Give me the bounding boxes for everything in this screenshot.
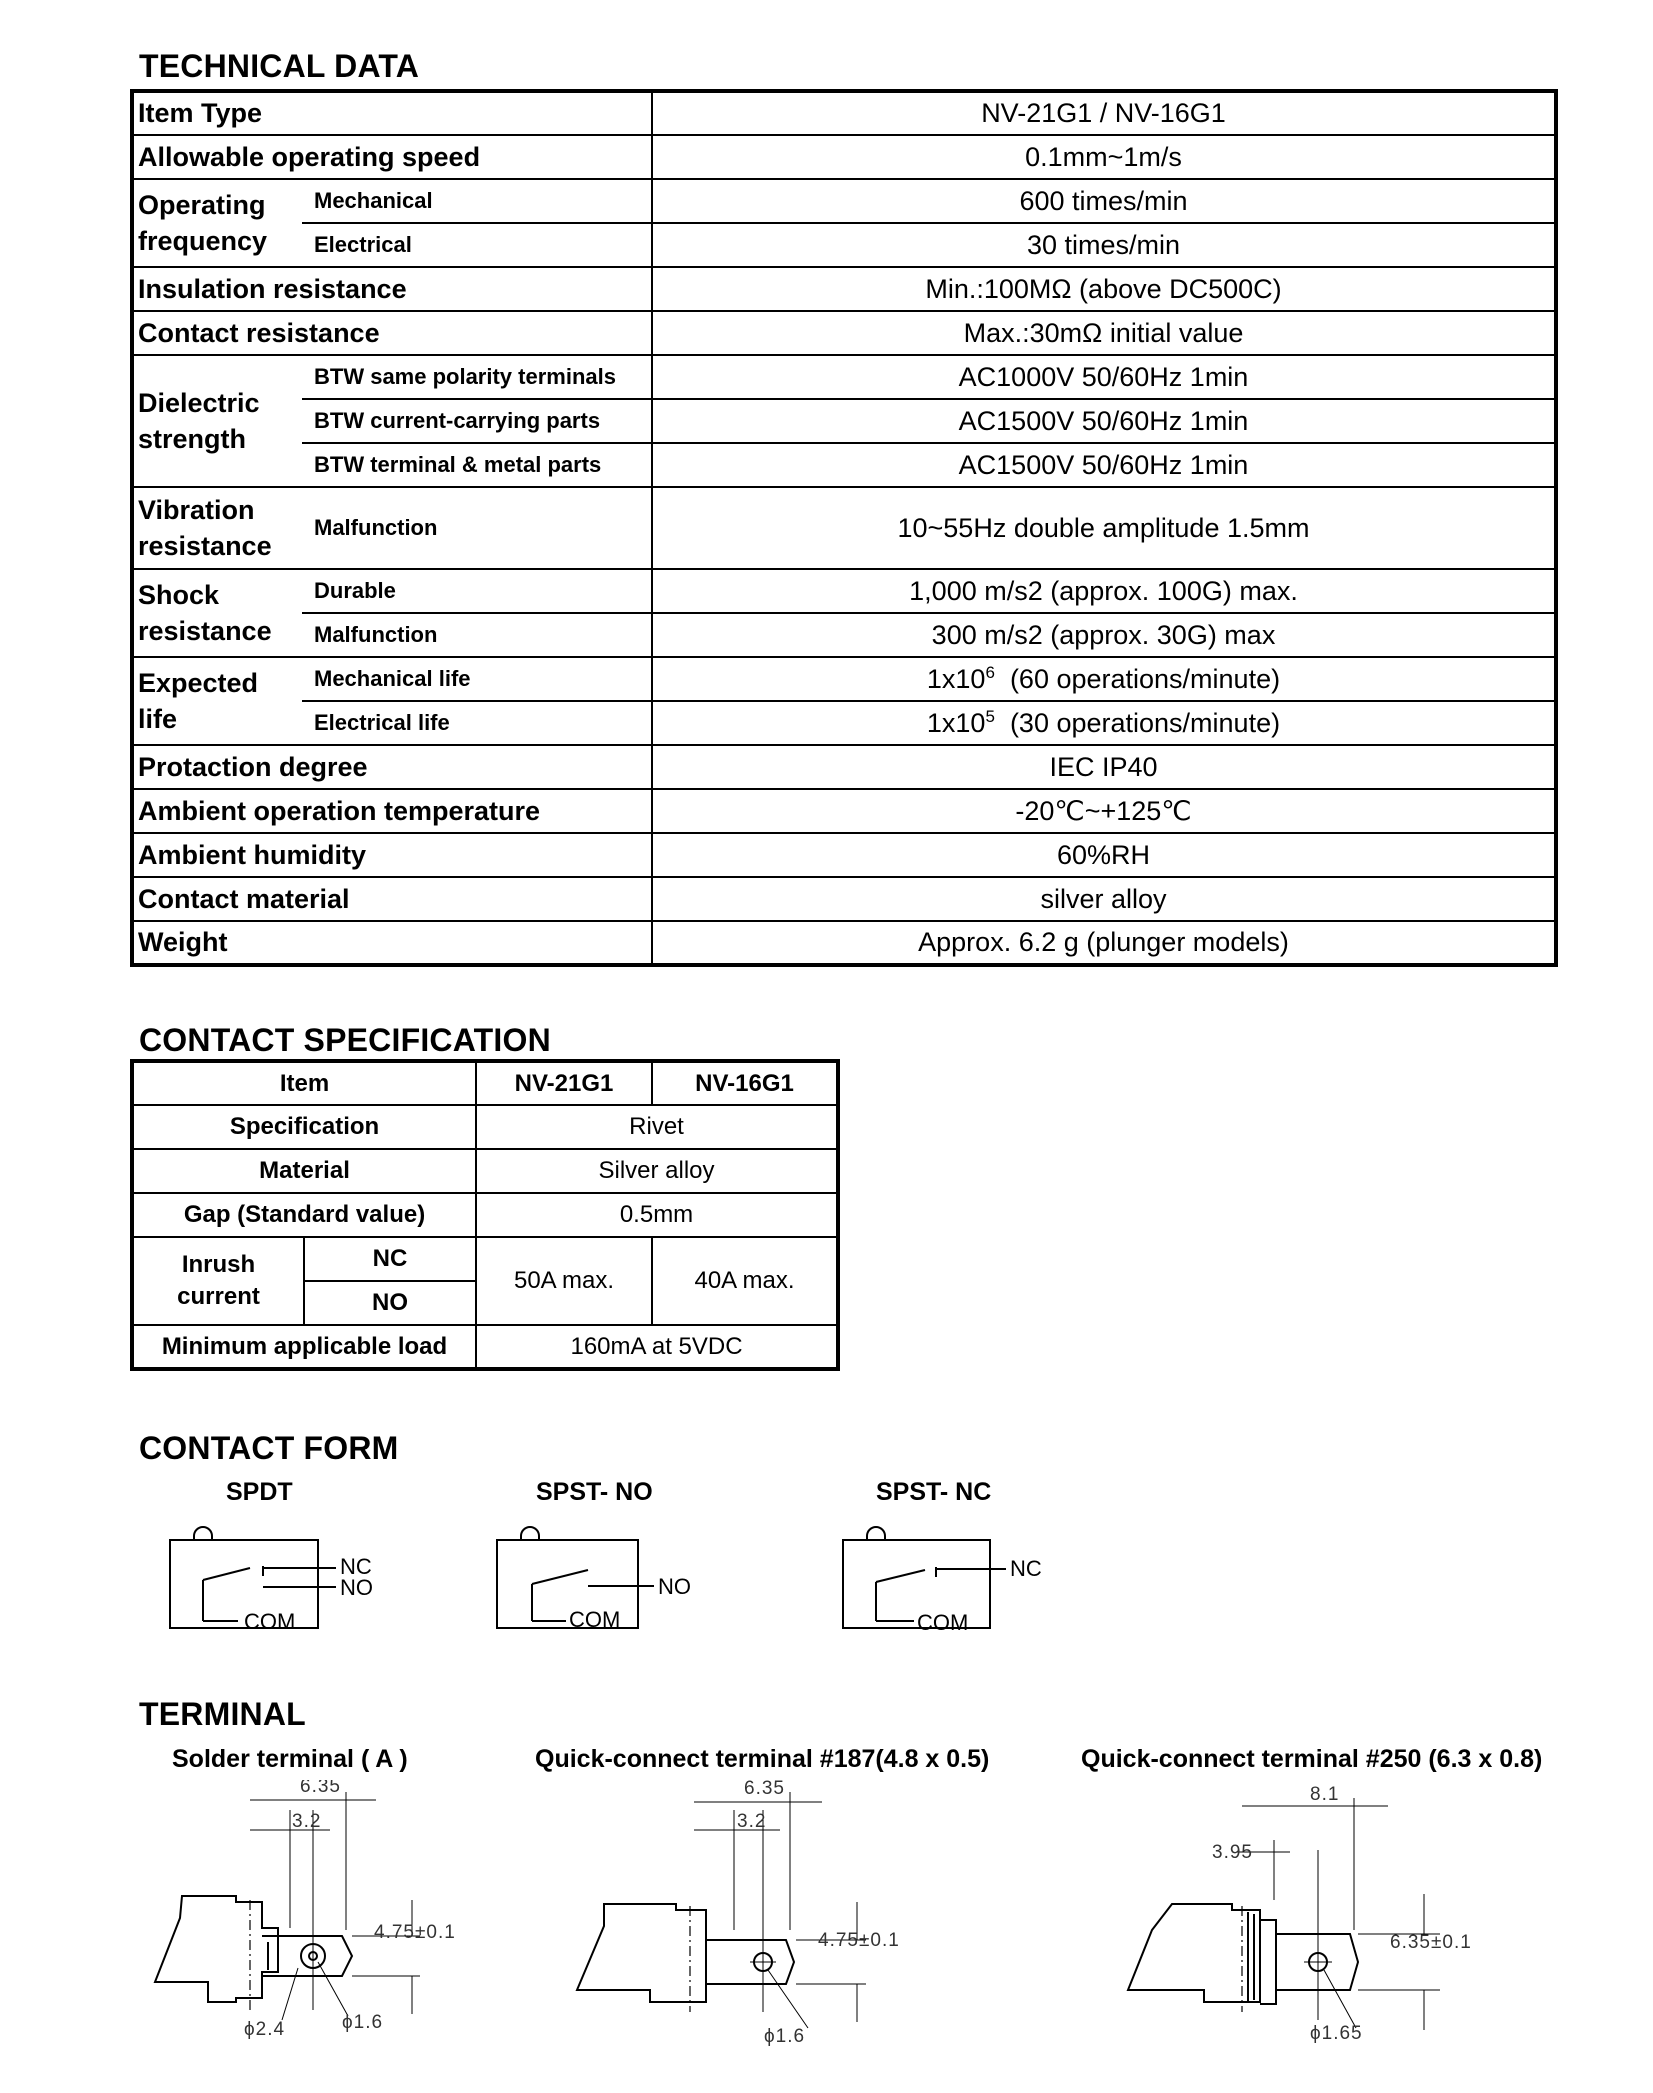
cs-min-load-label: Minimum applicable load [132,1325,476,1369]
qc250-terminal-title: Quick-connect terminal #250 (6.3 x 0.8) [1081,1745,1543,1773]
spst-no-title: SPST- NO [536,1478,653,1506]
freq-label: Operating frequency [132,179,302,267]
life-elec-value [652,701,1556,745]
cs-header-item: Item [132,1061,476,1105]
vibration-sub: Malfunction [302,487,652,569]
life-mech-base: 1x10 [926,664,986,694]
speed-value: 0.1mm~1m/s [652,135,1556,179]
shock-durable-label: Durable [302,569,652,613]
shock-malf-value: 300 m/s2 (approx. 30G) max [652,613,1556,657]
material-label: Contact material [132,877,652,921]
cs-gap-value: 0.5mm [476,1193,838,1237]
solder-terminal-title: Solder terminal ( A ) [172,1745,408,1773]
spst-no-no-label: NO [658,1574,691,1599]
speed-label: Allowable operating speed [132,135,652,179]
diel-2-label: BTW current-carrying parts [302,399,652,443]
shock-malf-label: Malfunction [302,613,652,657]
life-elec-rest: (30 operations/minute) [1009,708,1281,738]
cs-gap-label: Gap (Standard value) [132,1193,476,1237]
qc250-dim-635: 6.35±0.1 [1390,1932,1472,1953]
diel-3-value: AC1500V 50/60Hz 1min [652,443,1556,487]
solder-dim-16: ϕ1.6 [342,2012,384,2033]
protection-label: Protaction degree [132,745,652,789]
cs-inrush-label: Inrush current [132,1237,304,1325]
qc187-dim-635: 6.35 [744,1780,785,1799]
temp-label: Ambient operation temperature [132,789,652,833]
cs-material-label: Material [132,1149,476,1193]
solder-terminal-drawing [155,1792,420,2020]
life-elec-exp: 5 [985,707,995,726]
spdt-no-label: NO [340,1575,373,1600]
qc187-dim-32: 3.2 [737,1811,767,1832]
life-label: Expected life [132,657,302,745]
life-mech-label: Mechanical life [302,657,652,701]
cs-material-value: Silver alloy [476,1149,838,1193]
spst-nc-nc-label: NC [1010,1556,1042,1581]
solder-dim-24: ϕ2.4 [244,2019,286,2040]
dielectric-label: Dielectric strength [132,355,302,487]
diel-2-value: AC1500V 50/60Hz 1min [652,399,1556,443]
shock-durable-value: 1,000 m/s2 (approx. 100G) max. [652,569,1556,613]
qc250-dim-81: 8.1 [1310,1784,1340,1805]
cs-spec-label: Specification [132,1105,476,1149]
cs-header-nv16: NV-16G1 [652,1061,838,1105]
vibration-value: 10~55Hz double amplitude 1.5mm [652,487,1556,569]
qc187-terminal-drawing [577,1792,866,2028]
cs-inrush-no: NO [304,1281,476,1325]
technical-data-table [130,89,1558,967]
solder-dim-32: 3.2 [292,1811,322,1832]
insulation-label: Insulation resistance [132,267,652,311]
qc187-dim-16: ϕ1.6 [764,2026,806,2047]
solder-dim-475: 4.75±0.1 [374,1922,456,1943]
weight-label: Weight [132,921,652,965]
cs-header-nv21: NV-21G1 [476,1061,652,1105]
life-mech-exp: 6 [985,663,995,682]
contact-spec-title: CONTACT SPECIFICATION [139,1022,551,1058]
cs-inrush-nv21: 50A max. [476,1237,652,1325]
cs-inrush-nc: NC [304,1237,476,1281]
diel-1-label: BTW same polarity terminals [302,355,652,399]
qc250-dim-395: 3.95 [1212,1842,1253,1863]
solder-dim-635: 6.35 [300,1780,341,1797]
spdt-nc-label: NC [340,1554,372,1579]
shock-label: Shock resistance [132,569,302,657]
life-elec-base: 1x10 [926,708,986,738]
freq-elec-label: Electrical [302,223,652,267]
cs-inrush-nv16: 40A max. [652,1237,838,1325]
diel-3-label: BTW terminal & metal parts [302,443,652,487]
freq-mech-label: Mechanical [302,179,652,223]
freq-mech-value: 600 times/min [652,179,1556,223]
temp-value: -20℃~+125℃ [652,789,1556,833]
freq-elec-value: 30 times/min [652,223,1556,267]
contact-form-diagrams [0,1510,1653,1670]
qc250-dim-165: ϕ1.65 [1310,2023,1363,2044]
item-type-label: Item Type [132,91,652,135]
terminal-title: TERMINAL [139,1696,306,1732]
qc250-terminal-drawing [1128,1798,1440,2030]
life-elec-label: Electrical life [302,701,652,745]
qc187-dim-475: 4.75±0.1 [818,1930,900,1951]
contact-form-title: CONTACT FORM [139,1430,399,1466]
humidity-value: 60%RH [652,833,1556,877]
spst-no-com-label: COM [569,1607,621,1632]
material-value: silver alloy [652,877,1556,921]
cs-spec-value: Rivet [476,1105,838,1149]
contact-spec-table [130,1059,840,1371]
qc187-terminal-title: Quick-connect terminal #187(4.8 x 0.5) [535,1745,990,1773]
terminal-diagrams [0,1780,1653,2060]
spst-nc-title: SPST- NC [876,1478,992,1506]
spst-nc-com-label: COM [917,1610,969,1635]
contact-res-value: Max.:30mΩ initial value [652,311,1556,355]
technical-data-title: TECHNICAL DATA [139,48,420,84]
vibration-label: Vibration resistance [132,487,302,569]
life-mech-rest: (60 operations/minute) [1009,664,1281,694]
spdt-com-label: COM [244,1609,296,1634]
item-type-value: NV-21G1 / NV-16G1 [652,91,1556,135]
spdt-title: SPDT [226,1478,293,1506]
life-mech-value [652,657,1556,701]
weight-value: Approx. 6.2 g (plunger models) [652,921,1556,965]
diel-1-value: AC1000V 50/60Hz 1min [652,355,1556,399]
humidity-label: Ambient humidity [132,833,652,877]
protection-value: IEC IP40 [652,745,1556,789]
insulation-value: Min.:100MΩ (above DC500C) [652,267,1556,311]
cs-min-load-value: 160mA at 5VDC [476,1325,838,1369]
contact-res-label: Contact resistance [132,311,652,355]
